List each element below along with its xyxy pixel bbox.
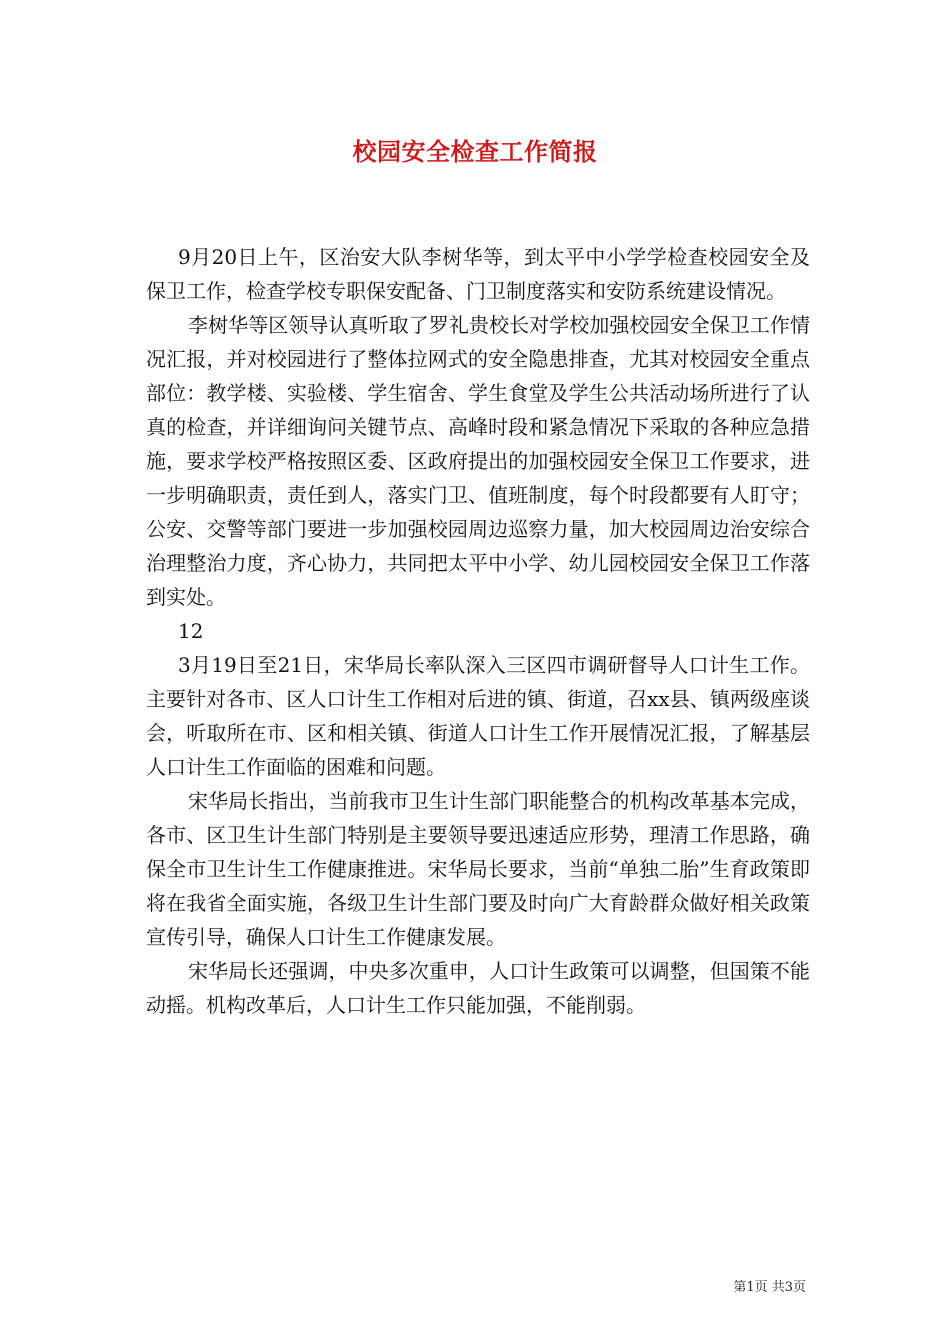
paragraph-1: 9月20日上午，区治安大队李树华等，到太平中小学学检查校园安全及保卫工作，检查学校专职保安配备、门卫制度落实和安防系统建设情况。: [146, 245, 810, 303]
document-body: [146, 240, 810, 1022]
paragraph-3: 12: [178, 619, 204, 643]
paragraph-5: 宋华局长指出，当前我市卫生计生部门职能整合的机构改革基本完成，各市、区卫生计生部门特别是主要领导要迅速适应形势，理清工作思路，确保全市卫生计生工作健康推进。宋华局长要求，当前“单独二胎”生育政策即将在我省全面实施，各级卫生计生部门要及时向广大育龄群众做好相关政策宣传引导，确保人口计生工作健康发展。: [146, 789, 810, 949]
document-title: 校园安全检查工作简报: [352, 137, 598, 166]
page-number-footer: 第1页 共3页: [733, 1280, 806, 1295]
paragraph-2: 李树华等区领导认真听取了罗礼贵校长对学校加强校园安全保卫工作情况汇报，并对校园进行了整体拉网式的安全隐患排查，尤其对校园安全重点部位：教学楼、实验楼、学生宿舍、学生食堂及学生公共活动场所进行了认真的检查，并详细询问关键节点、高峰时段和紧急情况下采取的各种应急措施，要求学校严格按照区委、区政府提出的加强校园安全保卫工作要求，进一步明确职责，责任到人，落实门卫、值班制度，每个时段都要有人盯守；公安、交警等部门要进一步加强校园周边巡察力量，加大校园周边治安综合治理整治力度，齐心协力，共同把太平中小学、幼儿园校园安全保卫工作落到实处。: [146, 313, 810, 609]
paragraph-6: 宋华局长还强调，中央多次重申，人口计生政策可以调整，但国策不能动摇。机构改革后，人口计生工作只能加强，不能削弱。: [146, 959, 810, 1017]
paragraph-4: 3月19日至21日，宋华局长率队深入三区四市调研督导人口计生工作。主要针对各市、区人口计生工作相对后进的镇、街道，召xx县、镇两级座谈会，听取所在市、区和相关镇、街道人口计生工作开展情况汇报，了解基层人口计生工作面临的困难和问题。: [146, 653, 810, 779]
